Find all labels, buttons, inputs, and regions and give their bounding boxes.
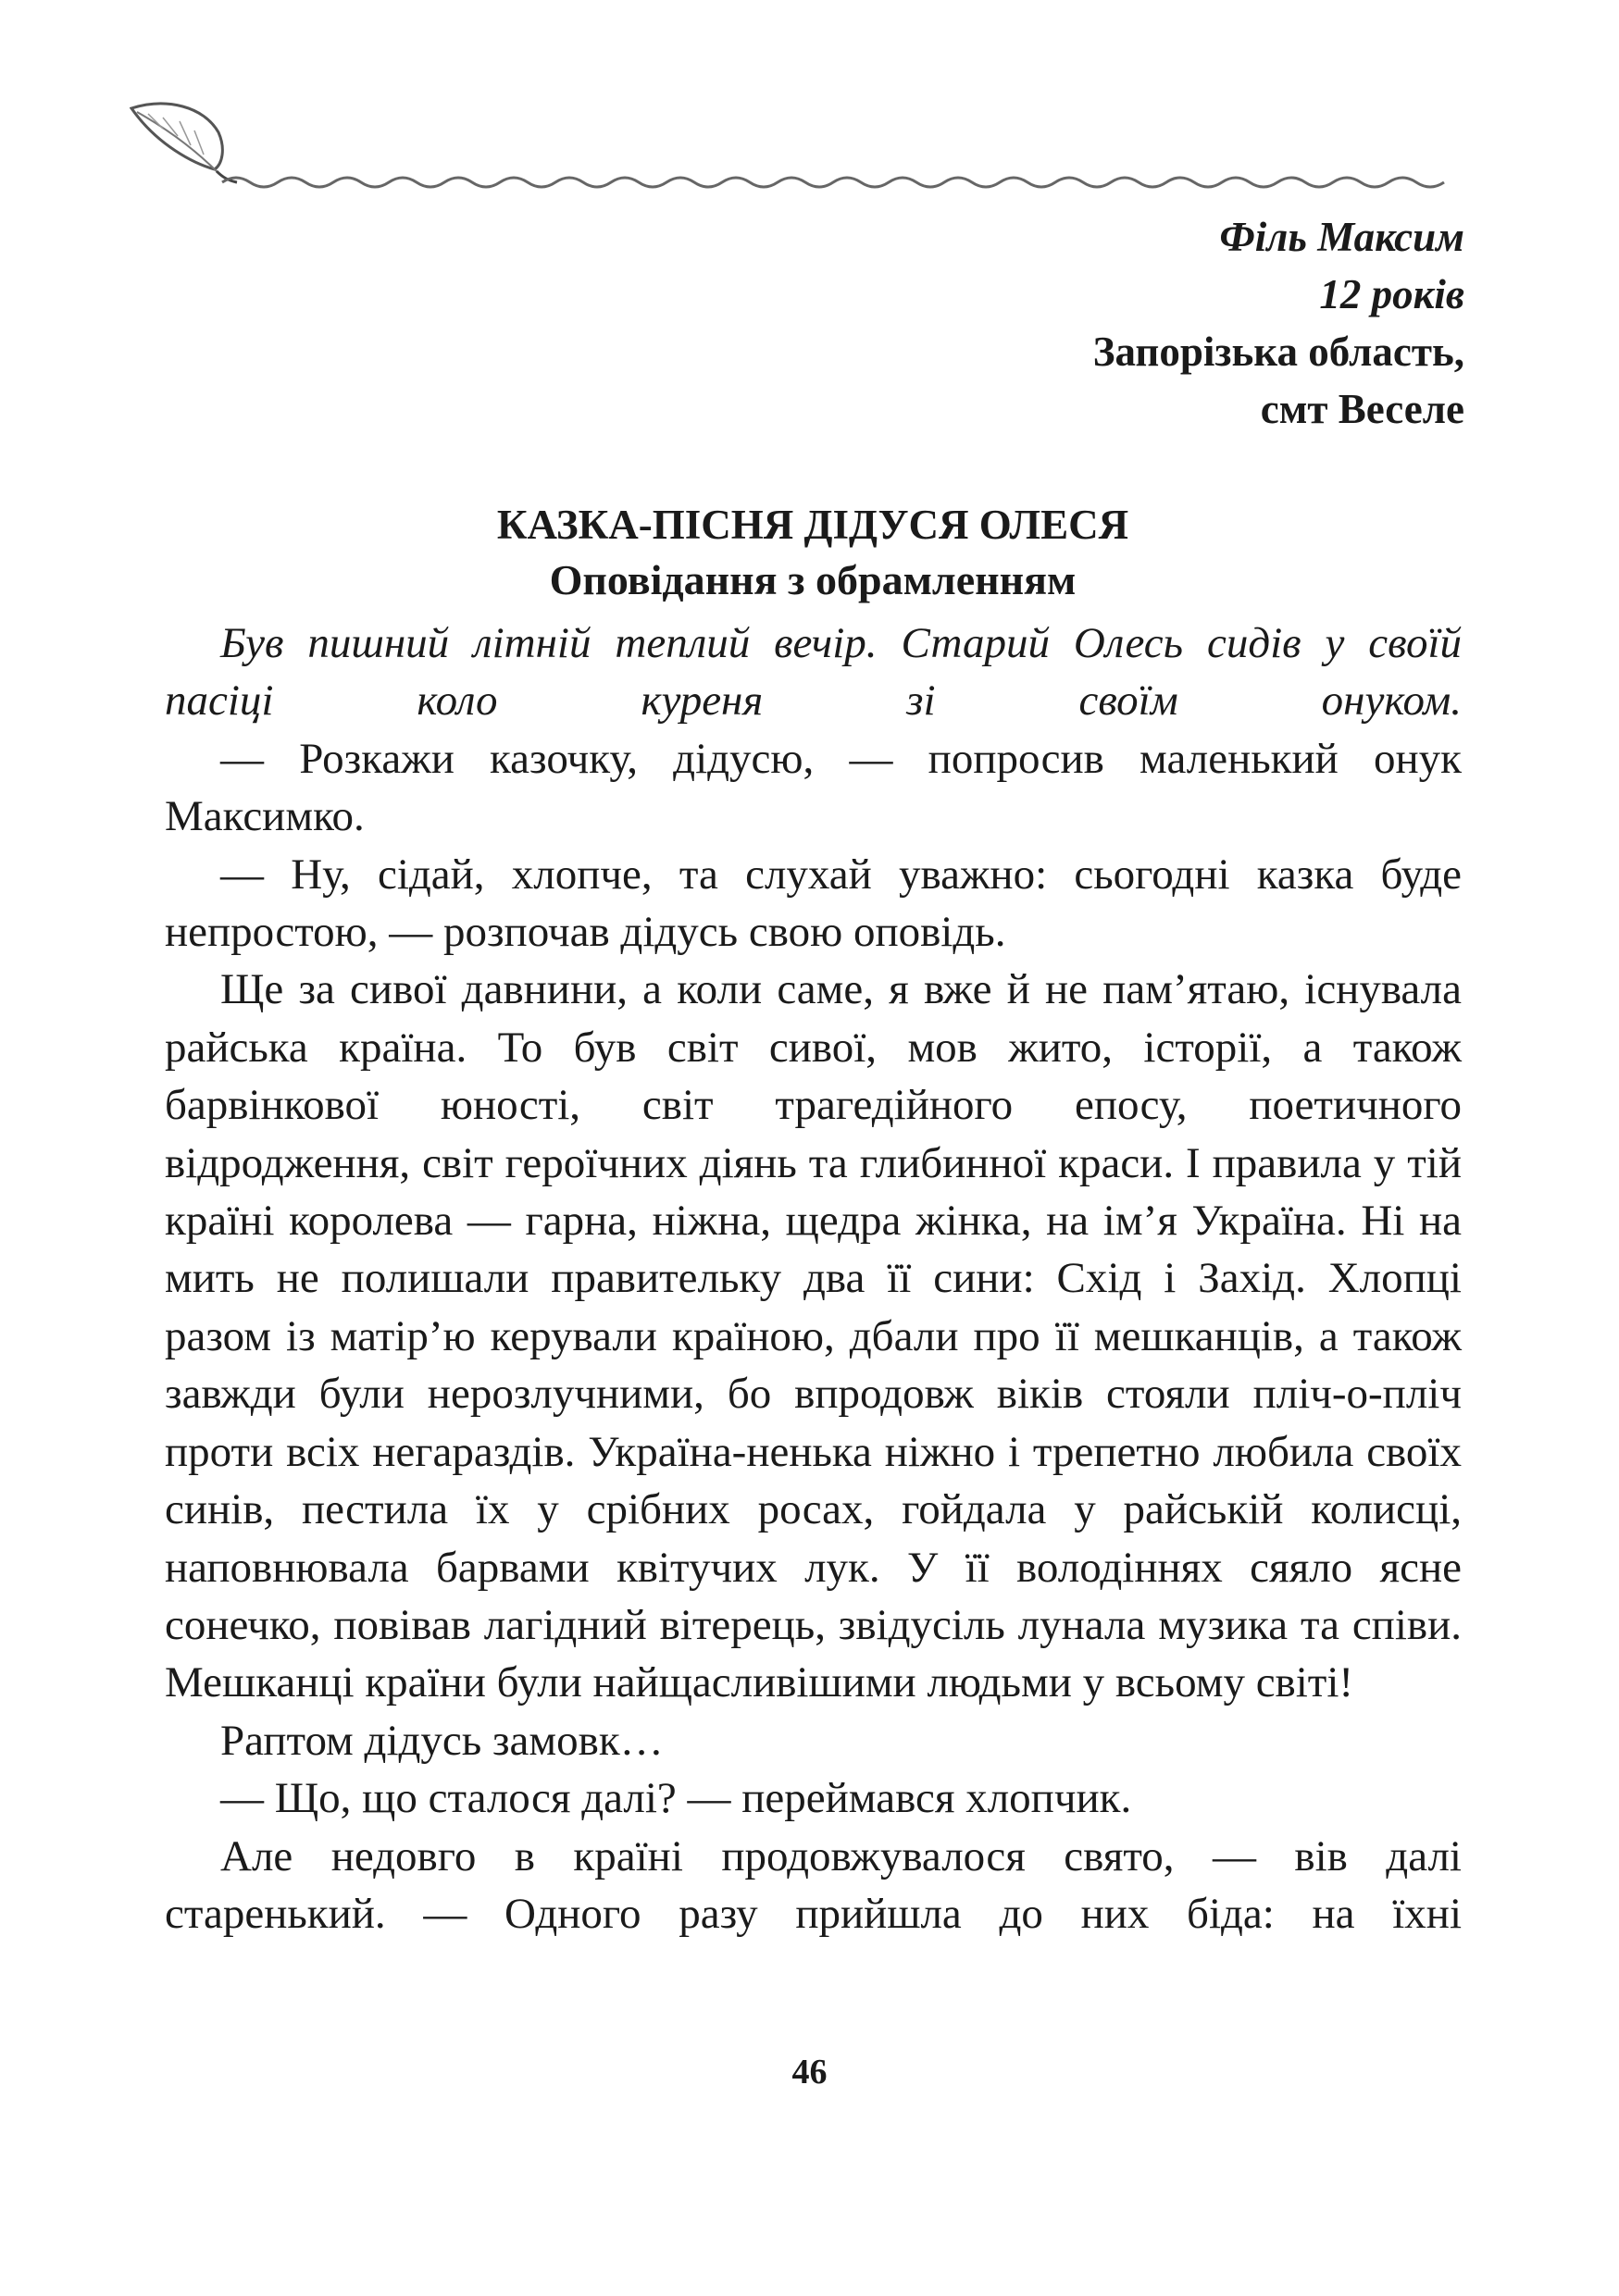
wavy-divider [222, 178, 1444, 187]
paragraph: — Розкажи казочку, дідусю, — попросив маленький онук Максимко. [165, 734, 1462, 841]
story-heading [165, 497, 1461, 608]
author-town: смт Веселе [1260, 386, 1464, 432]
author-age: 12 років [1319, 271, 1464, 317]
paragraph: Був пишний літній теплий вечір. Старий Олесь сидів у своїй пасіці коло куреня зі своїм онуком. [165, 619, 1462, 726]
paragraph: Ще за сивої давнини, а коли саме, я вже й не пам’ятаю, існувала райська країна. То був світ сивої, мов жито, історії, а також барвінкової юності, світ трагедійного епосу, поетичного відродження, світ героїчних діянь та глибинної краси. І правила у тій країні королева — гарна, ніжна, щедра жінка, на ім’я Україна. Ні на мить не полишали правительку два її сини: Схід і Захід. Хлопці разом із матір’ю керували країною, дбали про її мешканців, а також завжди були нерозлучними, бо впродовж віків стояли пліч-о-пліч проти всіх негараздів. Україна-ненька ніжно і трепетно любила своїх синів, пестила їх у срібних росах, гойдала у райській колисці, наповнювала барвами квітучих лук. У її володіннях сяяло ясне сонечко, повівав лагідний вітерець, звідусіль лунала музика та співи. Мешканці країни були найщасливішими людьми у всьому світі! [165, 965, 1462, 1707]
paragraph: Раптом дідусь замовк… [220, 1716, 664, 1765]
author-region: Запорізька область, [1092, 329, 1464, 375]
story-title: КАЗКА-ПІСНЯ ДІДУСЯ ОЛЕСЯ [496, 502, 1129, 548]
author-name: Філь Максим [1219, 214, 1464, 260]
paragraph: — Ну, сідай, хлопче, та слухай уважно: сьогодні казка буде непростою, — розпочав дідусь свою оповідь. [165, 850, 1462, 957]
paragraph: — Що, що сталося далі? — переймався хлопчик. [220, 1774, 1132, 1823]
paragraph: Але недовго в країні продовжувалося свято, — вів далі старенький. — Одного разу прийшла до них біда: на їхні [165, 1831, 1462, 1938]
page-number: 46 [791, 2053, 828, 2091]
feather-wave-ornament [130, 97, 1463, 199]
story-subtitle: Оповідання з обрамленням [549, 556, 1077, 603]
story-body [165, 614, 1462, 1942]
feather-icon [131, 104, 237, 182]
author-info [1093, 208, 1464, 438]
